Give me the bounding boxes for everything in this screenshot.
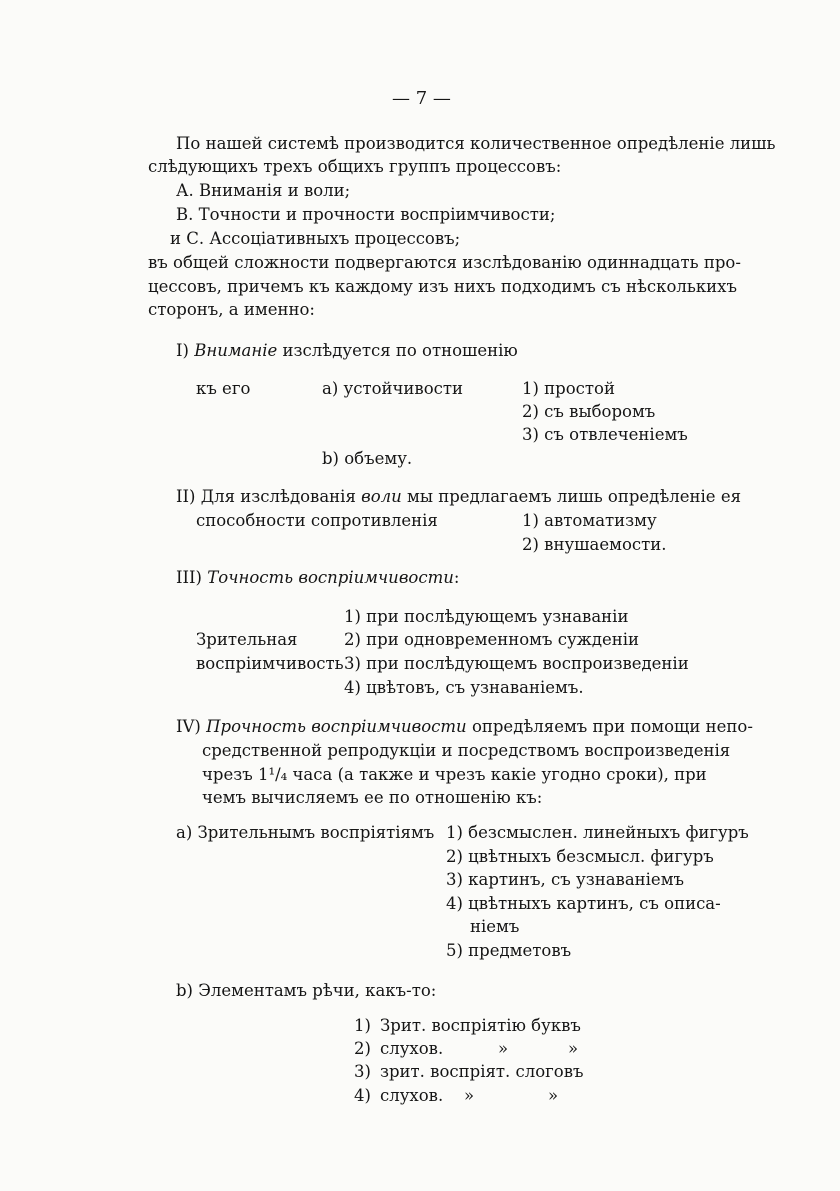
section-1-a-label: a) устойчивости bbox=[322, 379, 464, 398]
section-2-pre: Для изслѣдованія bbox=[200, 487, 356, 506]
section-4-a-item-3: 3) картинъ, съ узнаваніемъ bbox=[446, 870, 685, 889]
section-3-item-3: 3) при послѣдующемъ воспроизведеніи bbox=[344, 654, 689, 673]
b-item-3-num: 3) bbox=[354, 1062, 371, 1081]
section-2-line-2: способности сопротивленія bbox=[196, 511, 438, 530]
section-4-heading bbox=[176, 716, 753, 738]
group-b: В. Точности и прочности воспріимчивости; bbox=[176, 205, 556, 224]
section-3-label-2: воспріимчивость bbox=[196, 654, 344, 673]
section-2-item-1: 1) автоматизму bbox=[522, 511, 657, 530]
section-1-a-item-3: 3) съ отвлеченіемъ bbox=[522, 425, 688, 444]
intro-line-2: слѣдующихъ трехъ общихъ группъ процессовъ: bbox=[148, 157, 562, 176]
section-4-b-label: b) Элементамъ рѣчи, какъ-то: bbox=[176, 981, 437, 1000]
section-4-rest: опредѣляемъ при помощи непо- bbox=[471, 717, 753, 736]
section-4-a-item-5: 5) предметовъ bbox=[446, 941, 572, 960]
section-4-a-item-4: 4) цвѣтныхъ картинъ, съ описа- bbox=[446, 894, 721, 913]
section-4-a-label: a) Зрительнымъ воспріятіямъ bbox=[176, 823, 435, 842]
b-item-1-num: 1) bbox=[354, 1016, 371, 1035]
summary-line-2: цессовъ, причемъ къ каждому изъ нихъ подходимъ съ нѣсколькихъ bbox=[148, 277, 737, 296]
section-1-term: Вниманіе bbox=[194, 341, 278, 360]
section-4-numeral: IV) bbox=[176, 717, 201, 736]
section-2-item-2: 2) внушаемости. bbox=[522, 535, 667, 554]
section-3-numeral: III) bbox=[176, 568, 202, 587]
section-1-heading bbox=[176, 340, 518, 362]
section-1-a-item-2: 2) съ выборомъ bbox=[522, 402, 656, 421]
section-1-numeral: I) bbox=[176, 341, 189, 360]
section-4-term: Прочность воспріимчивости bbox=[206, 717, 467, 736]
section-4-line-3: чрезъ 1¹/₄ часа (а также и чрезъ какіе угодно сроки), при bbox=[202, 765, 707, 784]
section-4-line-4: чемъ вычисляемъ ее по отношенію къ: bbox=[202, 788, 543, 807]
group-a: А. Вниманія и воли; bbox=[176, 181, 351, 200]
b-item-4-num: 4) bbox=[354, 1086, 371, 1105]
b-item-4-ditto-2: » bbox=[548, 1086, 559, 1105]
section-2-numeral: II) bbox=[176, 487, 196, 506]
summary-line-1: въ общей сложности подвергаются изслѣдованію одиннадцать про- bbox=[148, 253, 741, 272]
section-1-b-label: b) объему. bbox=[322, 449, 413, 468]
b-item-2-text: слухов. bbox=[380, 1039, 444, 1058]
section-3-item-4: 4) цвѣтовъ, съ узнаваніемъ. bbox=[344, 678, 584, 697]
b-item-2-num: 2) bbox=[354, 1039, 371, 1058]
b-item-4-text: слухов. bbox=[380, 1086, 444, 1105]
page-number: — 7 — bbox=[392, 88, 451, 109]
group-c: и С. Ассоціативныхъ процессовъ; bbox=[170, 229, 461, 248]
section-4-a-item-4-cont: ніемъ bbox=[470, 917, 520, 936]
intro-line-1: По нашей системѣ производится количественное опредѣленіе лишь bbox=[176, 134, 776, 153]
section-2-post: мы предлагаемъ лишь опредѣленіе ея bbox=[407, 487, 741, 506]
b-item-1-text: Зрит. воспріятію буквъ bbox=[380, 1016, 581, 1035]
section-1-to: къ его bbox=[196, 379, 251, 398]
section-3-colon: : bbox=[453, 568, 460, 587]
section-2-heading bbox=[176, 486, 741, 508]
section-1-rest: изслѣдуется по отношенію bbox=[282, 341, 518, 360]
summary-line-3: сторонъ, а именно: bbox=[148, 300, 315, 319]
section-3-item-2: 2) при одновременномъ сужденіи bbox=[344, 630, 640, 649]
section-3-item-1: 1) при послѣдующемъ узнаваніи bbox=[344, 607, 629, 626]
section-3-heading bbox=[176, 567, 459, 589]
section-3-label-1: Зрительная bbox=[196, 630, 298, 649]
section-4-a-item-2: 2) цвѣтныхъ безсмысл. фигуръ bbox=[446, 847, 714, 866]
section-3-term: Точность воспріимчивости bbox=[207, 568, 454, 587]
section-2-term: воли bbox=[361, 487, 402, 506]
section-1-a-item-1: 1) простой bbox=[522, 379, 615, 398]
section-4-line-2: средственной репродукціи и посредствомъ воспроизведенія bbox=[202, 741, 731, 760]
b-item-3-text: зрит. воспріят. слоговъ bbox=[380, 1062, 584, 1081]
b-item-2-ditto-2: » bbox=[568, 1039, 579, 1058]
section-4-a-item-1: 1) безсмыслен. линейныхъ фигуръ bbox=[446, 823, 749, 842]
b-item-4-ditto-1: » bbox=[464, 1086, 475, 1105]
b-item-2-ditto-1: » bbox=[498, 1039, 509, 1058]
